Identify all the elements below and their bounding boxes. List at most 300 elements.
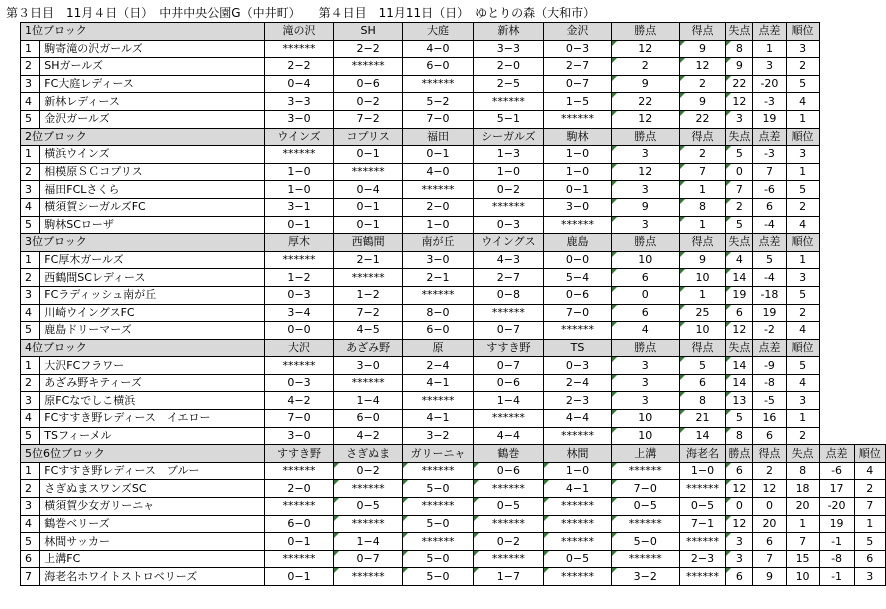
column-header: さぎぬま (334, 445, 403, 463)
score-cell: 5−0 (403, 568, 474, 586)
column-header: 点差 (753, 128, 786, 146)
score-cell: -2 (753, 322, 786, 340)
score-cell: 4−3 (473, 251, 543, 269)
score-cell: 4−5 (334, 322, 403, 340)
column-header: 厚木 (264, 234, 333, 252)
table-row (21, 58, 886, 76)
score-cell: 1 (786, 110, 819, 128)
score-cell: 2−4 (544, 374, 612, 392)
team-name: FCすすき野レディース ブルー (40, 462, 265, 480)
score-cell: ****** (544, 515, 612, 533)
score-cell: -4 (753, 216, 786, 234)
score-cell: 2−7 (544, 58, 612, 76)
row-number: 4 (21, 198, 40, 216)
score-cell: 6−0 (264, 515, 333, 533)
score-cell: 2 (786, 304, 819, 322)
score-cell: 3−0 (334, 357, 403, 375)
score-cell: 1 (786, 251, 819, 269)
score-cell: 2−0 (403, 198, 474, 216)
score-cell: 7−0 (403, 110, 474, 128)
score-cell: 5−1 (473, 110, 543, 128)
table-row (21, 181, 886, 199)
score-cell: 14 (726, 374, 753, 392)
score-cell: 22 (679, 110, 726, 128)
score-cell: 0−2 (473, 533, 543, 551)
score-cell: ****** (334, 568, 403, 586)
table-row (21, 40, 886, 58)
score-cell: 1 (679, 286, 726, 304)
team-name: 川崎ウイングスFC (40, 304, 265, 322)
score-cell: -5 (753, 392, 786, 410)
column-header: 失点 (726, 234, 753, 252)
score-cell: 3−2 (611, 568, 679, 586)
score-cell: ****** (334, 515, 403, 533)
score-cell: 8 (726, 427, 753, 445)
team-name: 原FCなでしこ横浜 (40, 392, 265, 410)
score-cell: 1−0 (473, 163, 543, 181)
score-cell: 0−5 (679, 498, 726, 516)
score-cell: 3 (726, 110, 753, 128)
team-name: あざみ野キティーズ (40, 374, 265, 392)
team-name: 相模原ＳＣコプリス (40, 163, 265, 181)
score-cell: 8−0 (403, 304, 474, 322)
row-number: 2 (21, 163, 40, 181)
score-cell: 6 (753, 427, 786, 445)
score-cell: 12 (753, 480, 786, 498)
score-cell: 6 (611, 304, 679, 322)
column-header: 得点 (753, 445, 786, 463)
score-cell: 4−2 (334, 427, 403, 445)
team-name: FCすすき野レディース イエロー (40, 410, 265, 428)
column-header: 得点 (679, 234, 726, 252)
score-cell: 3 (786, 392, 819, 410)
table-row (21, 410, 886, 428)
row-number: 5 (21, 322, 40, 340)
score-cell: 9 (726, 58, 753, 76)
score-cell: 19 (753, 110, 786, 128)
score-cell: ****** (611, 515, 679, 533)
score-cell: 5−0 (403, 515, 474, 533)
table-row (21, 304, 886, 322)
row-number: 1 (21, 462, 40, 480)
score-cell: 2−1 (334, 251, 403, 269)
score-cell: 9 (753, 568, 786, 586)
score-cell: ****** (473, 480, 543, 498)
row-number: 5 (21, 216, 40, 234)
score-cell: 7 (753, 550, 786, 568)
score-cell: 7 (679, 163, 726, 181)
score-cell: 7 (854, 498, 886, 516)
table-row (21, 480, 886, 498)
score-cell: 7−0 (544, 304, 612, 322)
score-cell: 1−2 (334, 286, 403, 304)
table-row (21, 93, 886, 111)
score-cell: 0−3 (473, 216, 543, 234)
column-header: TS (544, 339, 612, 357)
score-cell: 9 (611, 198, 679, 216)
column-header: 鶴巻 (473, 445, 543, 463)
score-cell: 3 (611, 374, 679, 392)
score-cell: 5 (679, 357, 726, 375)
score-cell: 14 (679, 427, 726, 445)
score-cell: 3−3 (473, 40, 543, 58)
score-cell: 0−1 (544, 181, 612, 199)
score-cell: ****** (264, 462, 333, 480)
score-cell: 2−7 (473, 269, 543, 287)
score-cell: 6−0 (403, 58, 474, 76)
column-header: 海老名 (679, 445, 726, 463)
score-cell: 2−5 (473, 75, 543, 93)
score-cell: 0−7 (544, 75, 612, 93)
score-cell: 2−2 (264, 58, 333, 76)
score-cell: 22 (726, 75, 753, 93)
score-cell: 1−0 (544, 146, 612, 164)
score-cell: 2 (726, 198, 753, 216)
score-cell: 5−2 (403, 93, 474, 111)
score-cell: 4 (854, 462, 886, 480)
score-cell: 6−0 (334, 410, 403, 428)
column-header: 点差 (753, 339, 786, 357)
team-name: 鶴巻ベリーズ (40, 515, 265, 533)
score-cell: 3 (854, 568, 886, 586)
score-cell: 0−4 (264, 75, 333, 93)
column-header: 勝点 (611, 23, 679, 41)
column-header: 大庭 (403, 23, 474, 41)
column-header: 勝点 (726, 445, 753, 463)
score-cell: 3−0 (403, 251, 474, 269)
row-number: 4 (21, 304, 40, 322)
score-cell: 0−2 (334, 462, 403, 480)
row-number: 3 (21, 498, 40, 516)
score-cell: 1−3 (473, 146, 543, 164)
column-header: 点差 (753, 23, 786, 41)
score-cell: ****** (403, 392, 474, 410)
score-cell: 4 (786, 322, 819, 340)
score-cell: ****** (679, 533, 726, 551)
row-number: 1 (21, 357, 40, 375)
table-row (21, 550, 886, 568)
score-cell: 3 (611, 216, 679, 234)
score-cell: 20 (753, 515, 786, 533)
team-name: 横須賀少女ガリーニャ (40, 498, 265, 516)
score-cell: 0−3 (544, 357, 612, 375)
column-header: ウイングス (473, 234, 543, 252)
score-cell: 3−2 (403, 427, 474, 445)
score-cell: 0−5 (544, 550, 612, 568)
score-cell: 2 (679, 75, 726, 93)
column-header: あざみ野 (334, 339, 403, 357)
column-header: 得点 (679, 23, 726, 41)
score-cell: 9 (679, 40, 726, 58)
row-number: 7 (21, 568, 40, 586)
score-cell: ****** (473, 515, 543, 533)
score-cell: ****** (403, 75, 474, 93)
score-cell: 8 (679, 198, 726, 216)
team-name: 駒寄滝の沢ガールズ (40, 40, 265, 58)
row-number: 5 (21, 427, 40, 445)
score-cell: 2−1 (403, 269, 474, 287)
score-cell: 13 (726, 392, 753, 410)
score-cell: 3−4 (264, 304, 333, 322)
column-header: 南が丘 (403, 234, 474, 252)
score-cell: ****** (264, 498, 333, 516)
score-cell: ****** (334, 480, 403, 498)
score-cell: 0−1 (264, 533, 333, 551)
score-cell: 8 (726, 40, 753, 58)
score-cell: 1−0 (679, 462, 726, 480)
column-header: 勝点 (611, 339, 679, 357)
score-cell: 2 (786, 198, 819, 216)
score-cell: 0−1 (264, 568, 333, 586)
score-cell: ****** (679, 480, 726, 498)
score-cell: 12 (726, 515, 753, 533)
team-name: FC厚木ガールズ (40, 251, 265, 269)
score-cell: 0 (611, 286, 679, 304)
column-header: 鹿島 (544, 234, 612, 252)
score-cell: ****** (403, 533, 474, 551)
score-cell: 0−1 (403, 146, 474, 164)
score-cell: 6 (726, 304, 753, 322)
score-cell: 9 (679, 93, 726, 111)
score-cell: -8 (753, 374, 786, 392)
score-cell: 7 (786, 533, 819, 551)
row-number: 2 (21, 374, 40, 392)
score-cell: ****** (679, 568, 726, 586)
score-cell: 2 (786, 427, 819, 445)
score-cell: 1−4 (334, 533, 403, 551)
score-cell: 3 (786, 269, 819, 287)
score-cell: 10 (786, 568, 819, 586)
table-row (21, 216, 886, 234)
score-cell: 1 (854, 515, 886, 533)
score-cell: 0 (753, 498, 786, 516)
score-cell: 10 (611, 427, 679, 445)
row-number: 3 (21, 181, 40, 199)
block-header-row (21, 234, 886, 252)
column-header: 大沢 (264, 339, 333, 357)
score-cell: 12 (726, 322, 753, 340)
team-name: 林間サッカー (40, 533, 265, 551)
score-cell: ****** (544, 568, 612, 586)
score-cell: 7−0 (264, 410, 333, 428)
score-cell: 4 (786, 374, 819, 392)
score-cell: 12 (726, 93, 753, 111)
column-header: 福田 (403, 128, 474, 146)
column-header: 勝点 (611, 234, 679, 252)
column-header: 上溝 (611, 445, 679, 463)
score-cell: 5 (726, 146, 753, 164)
team-name: 鹿島ドリーマーズ (40, 322, 265, 340)
score-cell: 21 (679, 410, 726, 428)
score-cell: 0−2 (473, 181, 543, 199)
block-name: 1位ブロック (21, 23, 265, 41)
block-name: 3位ブロック (21, 234, 265, 252)
score-cell: 5 (854, 533, 886, 551)
score-cell: 3−1 (264, 198, 333, 216)
table-row (21, 110, 886, 128)
score-cell: 7 (753, 163, 786, 181)
score-cell: 2 (611, 58, 679, 76)
row-number: 3 (21, 286, 40, 304)
score-cell: 0−4 (334, 181, 403, 199)
score-cell: 0−3 (264, 286, 333, 304)
score-cell: 2−0 (473, 58, 543, 76)
score-cell: 5−4 (544, 269, 612, 287)
column-header: 失点 (726, 128, 753, 146)
score-cell: 4−4 (544, 410, 612, 428)
table-row (21, 462, 886, 480)
score-cell: 7−0 (611, 480, 679, 498)
score-cell: ****** (403, 286, 474, 304)
score-cell: 10 (679, 322, 726, 340)
score-cell: 19 (726, 286, 753, 304)
score-cell: 0−6 (334, 75, 403, 93)
score-cell: 9 (611, 75, 679, 93)
score-cell: ****** (473, 410, 543, 428)
score-cell: 6 (611, 269, 679, 287)
column-header: 順位 (786, 23, 819, 41)
score-cell: 4 (786, 216, 819, 234)
score-cell: ****** (334, 163, 403, 181)
score-cell: -1 (819, 568, 854, 586)
score-cell: -1 (819, 533, 854, 551)
score-cell: 5−0 (611, 533, 679, 551)
block-name: 2位ブロック (21, 128, 265, 146)
score-cell: 2 (786, 58, 819, 76)
score-cell: 4−1 (403, 410, 474, 428)
score-cell: 0−8 (473, 286, 543, 304)
score-cell: 0−1 (334, 146, 403, 164)
score-cell: 12 (611, 163, 679, 181)
table-row (21, 251, 886, 269)
team-name: 福田FCLさくら (40, 181, 265, 199)
score-cell: 0−1 (334, 198, 403, 216)
score-cell: 8 (786, 462, 819, 480)
score-cell: ****** (544, 322, 612, 340)
score-cell: 3 (611, 146, 679, 164)
score-cell: 1−5 (544, 93, 612, 111)
score-cell: 5 (786, 286, 819, 304)
block-name: 5位6位ブロック (21, 445, 265, 463)
row-number: 6 (21, 550, 40, 568)
score-cell: 5−0 (403, 480, 474, 498)
column-header: すすき野 (473, 339, 543, 357)
column-header: 順位 (786, 234, 819, 252)
score-cell: 0−5 (334, 498, 403, 516)
score-cell: 1−2 (264, 269, 333, 287)
score-cell: 6 (753, 198, 786, 216)
score-cell: 2−2 (334, 40, 403, 58)
table-row (21, 427, 886, 445)
column-header: ガリーニャ (403, 445, 474, 463)
score-cell: 6 (679, 374, 726, 392)
team-name: FCラディッシュ南が丘 (40, 286, 265, 304)
score-cell: 7−2 (334, 304, 403, 322)
score-cell: -3 (753, 93, 786, 111)
score-cell: 3 (611, 181, 679, 199)
row-number: 5 (21, 533, 40, 551)
score-cell: 0−5 (473, 498, 543, 516)
score-cell: 2−3 (544, 392, 612, 410)
score-cell: ****** (473, 198, 543, 216)
score-cell: -3 (753, 146, 786, 164)
score-cell: 6 (753, 533, 786, 551)
score-cell: ****** (544, 533, 612, 551)
score-cell: ****** (264, 357, 333, 375)
column-header: ウインズ (264, 128, 333, 146)
score-cell: 1 (679, 216, 726, 234)
score-cell: ****** (473, 304, 543, 322)
row-number: 4 (21, 515, 40, 533)
table-row (21, 163, 886, 181)
score-cell: 19 (753, 304, 786, 322)
score-cell: 1−0 (264, 163, 333, 181)
column-header: 順位 (786, 128, 819, 146)
row-number: 1 (21, 146, 40, 164)
score-cell: -9 (753, 357, 786, 375)
score-cell: 1−0 (264, 181, 333, 199)
table-row (21, 392, 886, 410)
score-cell: 6 (726, 462, 753, 480)
score-cell: 0−7 (473, 322, 543, 340)
score-cell: -20 (819, 498, 854, 516)
column-header: 得点 (679, 128, 726, 146)
row-number: 2 (21, 269, 40, 287)
score-cell: 0−7 (473, 357, 543, 375)
column-header: コプリス (334, 128, 403, 146)
score-cell: 7−1 (679, 515, 726, 533)
column-header: 新林 (473, 23, 543, 41)
column-header: 失点 (726, 339, 753, 357)
column-header: 失点 (786, 445, 819, 463)
row-number: 4 (21, 410, 40, 428)
score-cell: 3 (786, 146, 819, 164)
team-name: TSフィーメル (40, 427, 265, 445)
score-cell: 2−0 (264, 480, 333, 498)
row-number: 3 (21, 75, 40, 93)
score-cell: 1 (679, 181, 726, 199)
block-name: 4位ブロック (21, 339, 265, 357)
score-cell: ****** (264, 251, 333, 269)
score-cell: 0−6 (544, 286, 612, 304)
score-cell: 7−2 (334, 110, 403, 128)
block-header-row (21, 23, 886, 41)
score-cell: 4−0 (403, 40, 474, 58)
score-cell: 18 (786, 480, 819, 498)
score-cell: ****** (611, 462, 679, 480)
team-name: 新林レディース (40, 93, 265, 111)
score-cell: 3−0 (264, 110, 333, 128)
score-cell: ****** (473, 550, 543, 568)
score-cell: 3−0 (544, 198, 612, 216)
score-cell: 4 (611, 322, 679, 340)
score-cell: -6 (753, 181, 786, 199)
score-cell: 5 (726, 410, 753, 428)
row-number: 3 (21, 392, 40, 410)
score-cell: 6−0 (403, 322, 474, 340)
team-name: 横須賀シーガルズFC (40, 198, 265, 216)
team-name: 金沢ガールズ (40, 110, 265, 128)
score-cell: 0 (726, 163, 753, 181)
table-row (21, 568, 886, 586)
score-cell: 1 (753, 40, 786, 58)
table-row (21, 322, 886, 340)
column-header: 得点 (679, 339, 726, 357)
team-name: FC大庭レディース (40, 75, 265, 93)
column-header: SH (334, 23, 403, 41)
score-cell: 16 (753, 410, 786, 428)
column-header: 勝点 (611, 128, 679, 146)
